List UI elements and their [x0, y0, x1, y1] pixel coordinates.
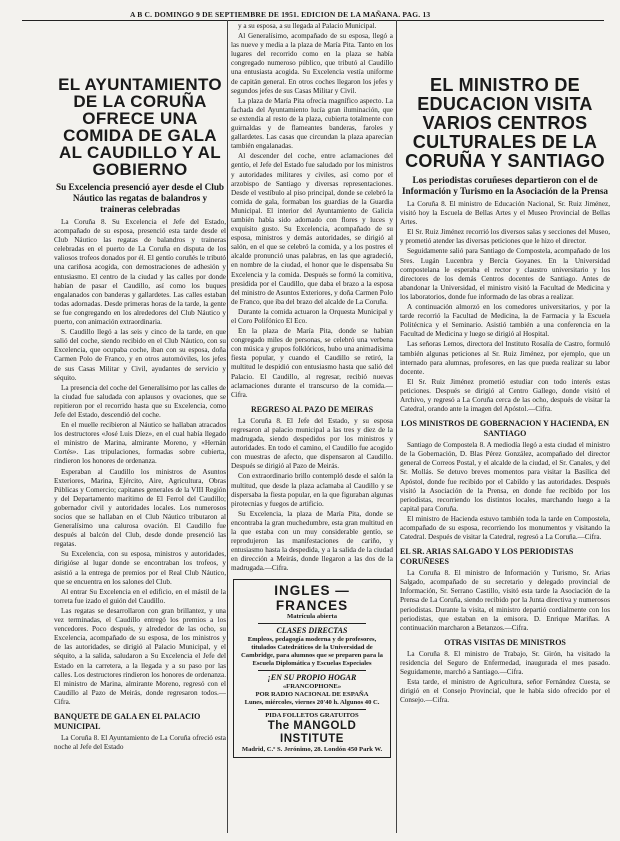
article-paragraph: Las señoras Lemos, directora del Instituto Rosalía de Castro, formuló también algunas peticiones al Sr. Ruiz Jiménez, por ejemplo, que un internado para alumnas, profesores, en las que pueda realizar su labor docente. [400, 340, 610, 376]
ad-institute-name: The MANGOLD INSTITUTE [267, 720, 357, 746]
article-paragraph: Seguidamente salió para Santiago de Compostela, acompañado de los Sres. Lugán Lucenbra y Bercía Goyanes. En la Universidad compostelana le esperaba el rector y claustro universitario y los directores de los demás Centros docentes de Santiago. Antes de abandonar la Universidad, el ministro visitó la Facultad de Medicina y los laboratorios, donde fue informado de las obras a realizar. [400, 247, 610, 301]
article-paragraph: El Sr. Ruiz Jiménez recorrió los diversos salas y secciones del Museo, y prometió atender las diversas peticiones que le hizo el director. [400, 228, 610, 246]
headline-ayuntamiento: EL AYUNTAMIENTO DE LA CORUÑA OFRECE UNA COMIDA DE GALA AL CAUDILLO Y AL GOBIERNO [58, 75, 222, 179]
section-title-otras-visitas: OTRAS VISITAS DE MINISTROS [444, 637, 566, 647]
article-paragraph: El ministro de Hacienda estuvo también toda la tarde en Compostela, acompañado de su esposa, recorriendo los monumentos y visitando la Catedral. Después de visitar la Catedral, regresó a La Coruña.—Cifra. [400, 514, 610, 542]
ad-title: INGLES — FRANCES [274, 583, 350, 614]
ad-line: PIDA FOLLETOS GRATUITOS [265, 712, 359, 720]
article-paragraph: y a su esposa, a su llegada al Palacio Municipal. [238, 22, 377, 30]
ad-line: «FRANCOPHONE» [282, 683, 342, 691]
article-paragraph: La presencia del coche del Generalísimo por las calles de la ciudad fue saludada con aplausos y ovaciones, que se repitieron por el recorrido hasta que su Excelencia, como Jefe del Estado, descendió del coche. [54, 383, 226, 419]
article-paragraph: Esta tarde, el ministro de Agricultura, señor Fernández Cuesta, se dirigió en el Consejo Provincial, que le había sido ofrecido por el Consejo.—Cifra. [400, 678, 610, 705]
ad-line: POR RADIO NACIONAL DE ESPAÑA [255, 691, 369, 699]
article-paragraph: Durante la comida actuaron la Orquesta Municipal y el Coro Polifónico El Eco. [231, 307, 393, 325]
advertisement-mangold [233, 579, 391, 758]
ad-divider [258, 670, 366, 671]
headline-ministro-educacion: EL MINISTRO DE EDUCACION VISITA VARIOS CENTROS CULTURALES DE LA CORUÑA Y SANTIAGO [405, 75, 605, 171]
article-paragraph: La Coruña 8. Su Excelencia el Jefe del Estado, acompañado de su esposa, presenció esta tarde desde el Club Náutico las regatas de balandros y traineras celebradas en el puerto de La Coruña en disputa de los valiosos trofeos donados por él. El gentío coruñés le tributó una cariñosa acogida, con demostraciones de adhesión y entusiasmo. El centro de la ciudad y las calles por donde habían de pasar el Caudillo, así como los buques engalanados con banderas y gallardetes. Las calles estaban todas adornadas. Desde primeras horas de la tarde, la gente se fue congregando en los alrededores del Club Náutico y puerto, con animación extraordinaria. [54, 218, 226, 327]
column-divider [396, 20, 397, 833]
article-paragraph: Esperaban al Caudillo los ministros de Asuntos Exteriores, Marina, Ejército, Aire, Agricultura, Obras Públicas y Comercio; capitanes generales de la VIII Región y del Departamento marítimo de El Ferrol del Caudillo; gobernador civil y autoridades locales. Los numerosos socios que se hallaban en el Club Náutico tributaron al Generalísimo una calurosa ovación. El Caudillo fue después al balcón del Club, desde donde presenció las regatas. [54, 467, 226, 549]
ad-address: Madrid, C.º S. Jerónimo, 28. Londón 450 Park W. [241, 746, 383, 754]
subhead-club-nautico: Su Excelencia presenció ayer desde el Club Náutico las regatas de balandros y traineras celebradas [55, 182, 225, 214]
column-3 [400, 20, 610, 841]
ad-line: ¡EN SU PROPIO HOGAR [267, 673, 357, 683]
article-paragraph: Al entrar Su Excelencia en el edificio, en el mástil de la torreta fue izado el guión del Caudillo. [54, 587, 226, 605]
article-paragraph: S. Caudillo llegó a las seis y cinco de la tarde, en que salió del coche, siendo recibido en el Club Náutico, con su Excelencia, que ocupaba coche, iban con su esposa, doña Carmen Polo de Franco, y en otros automóviles, los jefes de sus Casas Militar y Civil, ayudantes de servicio y séquito. [54, 328, 226, 382]
article-paragraph: La Coruña 8. El Jefe del Estado, y su esposa regresaron al palacio municipal a las tres y diez de la madrugada, siendo despedidos por los ministros y autoridades. En todo el camino, el Caudillo fue acogido con muestras de afecto, que dispensaron al Caudillo. Después se dirigió al Pazo de Meirás. [231, 416, 393, 471]
article-paragraph: La Coruña 8. El Ayuntamiento de La Coruña ofreció esta noche al Jefe del Estado [54, 733, 226, 752]
section-title-banquete: BANQUETE DE GALA EN EL PALACIO MUNICIPAL [54, 711, 201, 731]
article-paragraph: Las regatas se desarrollaron con gran brillantez, y una vez terminadas, el Caudillo entregó los premios a los vencedores. Poco después, y alrededor de las ocho, su Excelencia, acompañado de su esposa, de los ministros y de las autoridades, se dirigió al Palacio Municipal, y el séquito, a la salida, saludaron a Su Excelencia el Jefe del Estado en la carretera, a la llegada y a su paso por las calles. Los destructores rindieron los honores de ordenanza. El ministro de Marina, almirante Moreno, regresó con el Caudillo al Pazo de Meirás, donde regresaron todos.—Cifra. [54, 606, 226, 706]
ad-line: Lunes, miércoles, viernes 20'40 h. Algunos 40 C. [244, 699, 380, 707]
article-paragraph: En la plaza de María Pita, donde se habían congregado miles de personas, se celebró una verbena con música y grupos folklóricos, hubo una animadísima fiesta popular, y cuando el Caudillo se retiró, la multitud le despidió con entusiasmo hasta que salió del Palacio. El Caudillo, al regresar, recibió nuevas aclamaciones durante el transcurso de la comida.—Cifra. [231, 327, 393, 399]
article-paragraph: Su Excelencia, con su esposa, ministros y autoridades, dirigióse al lugar donde se encontraban los trofeos, y asistió a la entrega de premios por el Real Club Náutico, que se encuentra en los salones del Club. [54, 550, 226, 586]
ad-line: Empleos, pedagogía moderna y de profesores, titulados Catedráticos de la Universidad de Cambridge, para alumnos que se preparen para la Escuela Diplomática y Escuelas Especiales [241, 636, 383, 668]
article-paragraph: La Coruña 8. El ministro de Información y Turismo, Sr. Arias Salgado, acompañado de su secretario y delegado provincial de Información, Sr. Serrano Castillo, visitó esta tarde la Asociación de la Prensa de La Coruña, siendo recibido por la Junta directiva y numerosos periodistas. Durante la visita, el ministro departió cordialmente con los periodistas, que estaban en la emisora. D. Enrique Mariñas. A continuación marcharon a Betanzos.—Cifra. [400, 569, 610, 632]
article-paragraph: Su Excelencia, la plaza de María Pita, donde se encontraba la gran muchedumbre, esta gran multitud en la que estaba con un muy considerable gentío, se reprodujeron las manifestaciones de cariño, y entusiasmo hasta la despedida, y a la salida de la ciudad en dirección a Meirás, donde llegaron a las dos de la madrugada.—Cifra. [231, 509, 393, 573]
section-title-gobernacion: LOS MINISTROS DE GOBERNACION Y HACIENDA, EN SANTIAGO [400, 419, 610, 439]
article-paragraph: En el muelle recibieron al Náutico se hallaban atracados los destructores «José Luis Díez», en el cual había llegado el ministro de Marina, almirante Moreno, y «Hernán Cortés». Las tripulaciones, formadas sobre cubierta, rindieron los honores de ordenanza. [54, 421, 226, 466]
section-title-regreso: REGRESO AL PAZO DE MEIRAS [250, 404, 374, 414]
article-paragraph: Al descender del coche, entre aclamaciones del gentío, el Jefe del Estado fue saludado por los ministros y autoridades militares y civiles, así como por el arzobispo de Santiago y diversas representaciones. Desde el vestíbulo al piso principal, donde se celebró la comida de gala, formaban los guardias de la Guardia Municipal. El interior del Ayuntamiento de Galicia también había sido adornado con flores y luces y exquisito gusto. Su Excelencia, acompañado de su esposa, ministros y demás autoridades, se dirigió al salón, en el que se celebró la comida, y a los postres el alcalde pronunció unas palabras, en las que agradeció, en nombre de la ciudad, el honor que le dispensaba Su Excelencia y la comida. Después se formó la comitiva, presidida por el Caudillo, que daba el brazo a la esposa del ministro de Asuntos Exteriores, y doña Carmen Polo de Franco, que iba del brazo del alcalde de La Coruña. [231, 152, 393, 306]
article-paragraph: A continuación almorzó en los comedores universitarios, y por la tarde recorrió la Facultad de Medicina, la de Farmacia y la Escuela Politécnica y el Seminario. Asistió también a una conferencia en la Facultad de Medicina y luego se dirigió al Hospital. [400, 303, 610, 339]
ad-line: Matrícula abierta [287, 613, 337, 621]
section-title-arias-salgado: EL SR. ARIAS SALGADO Y LOS PERIODISTAS CORUÑESES [400, 547, 574, 567]
ad-line: CLASES DIRECTAS [276, 626, 348, 636]
article-paragraph: Santiago de Compostela 8. A mediodía llegó a esta ciudad el ministro de la Gobernación, D. Blas Pérez González, acompañado del director general de Correos Postal, y el alcalde de la ciudad, el Sr. Canales, y del Sr. Mollás. Se detuvo breves momentos para visitar la Basílica del Apóstol, donde fue recibido por el Cabildo y las autoridades. Después visitó la Asociación de la Prensa, en donde fue recibido por los periodistas, recorriendo los distintos locales, marchando luego a la capital para Coruña. [400, 441, 610, 513]
article-paragraph: La Coruña 8. El ministro de Educación Nacional, Sr. Ruiz Jiménez, visitó hoy la Escuela de Bellas Artes y el Museo Provincial de Bellas Artes. [400, 200, 610, 227]
subhead-periodistas: Los periodistas coruñeses departieron con el de Información y Turismo en la Asociación de la Prensa [401, 175, 609, 196]
ad-divider [258, 709, 366, 710]
column-divider [227, 20, 228, 833]
column-2 [231, 20, 393, 841]
article-paragraph: La Coruña 8. El ministro de Trabajo, Sr. Girón, ha visitado la residencia del Seguro de Enfermedad, inaugurada el mes pasado. Seguidamente, marchó a Santiago.—Cifra. [400, 649, 610, 677]
article-paragraph: La plaza de María Pita ofrecía magnífico aspecto. La fachada del Ayuntamiento lucía gran iluminación, que se extendía al resto de la plaza, cubierta totalmente con guirnaldas y de flameantes banderas, faroles y gallardetes. Las casas que circundan la plaza aparecían también engalanadas. [231, 96, 393, 151]
running-head: A B C. DOMINGO 9 DE SEPTIEMBRE DE 1951. EDICION DE LA MAÑANA. PAG. 13 [130, 10, 431, 19]
article-paragraph: Al Generalísimo, acompañado de su esposa, llegó a las nueve y media a la plaza de María Pita. Tanto en los lugares del recorrido como en la plaza se había congregado numeroso público, que tributó al Caudillo una entusiasta acogida. Su Excelencia vestía uniforme de capitán general. En otros coches llegaron los jefes y segundos jefes de sus Casas Militar y Civil. [231, 32, 393, 95]
article-paragraph: Con extraordinario brillo contempló desde el salón la multitud, que desde la plaza aclamaba al Caudillo y se dispersaba la fiesta popular, en la que figuraban algunas pirotecnias y fuegos de artificio. [231, 472, 393, 508]
article-paragraph: El Sr. Ruiz Jiménez prometió estudiar con todo interés estas peticiones. Después se dirigió al Centro Gallego, donde visitó el Archivo, y regresó a La Coruña cerca de las ocho, después de visitar la Catedral, orando ante la imagen del Apóstol.—Cifra. [400, 377, 610, 414]
ad-divider [258, 623, 366, 624]
column-1 [54, 20, 226, 841]
